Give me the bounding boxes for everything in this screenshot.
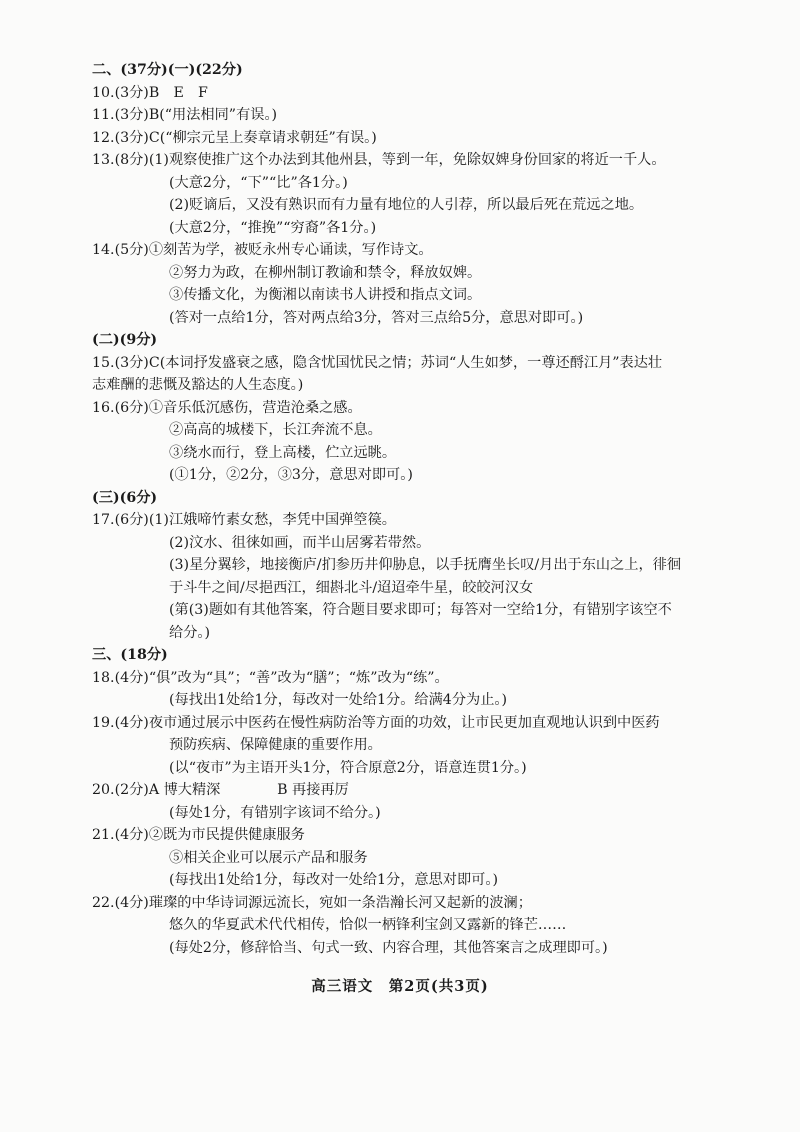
answer-line: (每找出1处给1分，每改对一处给1分。给满4分为止。) — [169, 692, 508, 708]
answer-line: (①1分，②2分，③3分，意思对即可。) — [169, 467, 413, 483]
answer-line: (2)汶水、徂徕如画，而半山居雾若带然。 — [169, 534, 431, 551]
section-heading: (二)(9分) — [92, 332, 158, 348]
answer-line: 14.(5分)①刻苦为学，被贬永州专心诵读，写作诗文。 — [92, 242, 433, 258]
answer-line: ⑤相关企业可以展示产品和服务 — [169, 849, 368, 866]
answer-line: ③绕水而行，登上高楼，伫立远眺。 — [169, 444, 397, 461]
answer-line: 19.(4分)夜市通过展示中医药在慢性病防治等方面的功效，让市民更加直观地认识到中医药 — [92, 714, 660, 731]
answer-line: 13.(8分)(1)观察使推广这个办法到其他州县，等到一年，免除奴婢身份回家的将近一千人。 — [92, 152, 666, 168]
answer-line: 20.(2分)A 博大精深 B 再接再厉 — [92, 782, 349, 798]
answer-line: ②努力为政，在柳州制订教谕和禁令，释放奴婢。 — [169, 264, 482, 281]
page-footer: 高三语文 第2页(共3页) — [311, 978, 489, 995]
answer-line: 志难酬的悲慨及豁达的人生态度。) — [92, 377, 304, 393]
answer-line: (大意2分，“下”“比”各1分。) — [169, 174, 348, 191]
section-heading: 三、(18分) — [92, 647, 168, 663]
answer-line: 18.(4分)“俱”改为“具”；“善”改为“膳”；“炼”改为“练”。 — [92, 669, 449, 686]
answer-line: 11.(3分)B(“用法相同”有误。) — [92, 107, 278, 123]
section-heading: 二、(37分)(一)(22分) — [92, 62, 243, 78]
section-heading: (三)(6分) — [92, 489, 158, 506]
answer-line: (第(3)题如有其他答案，符合题目要求即可；每答对一空给1分，有错别字该空不 — [169, 602, 672, 618]
answer-line: (每找出1处给1分，每改对一处给1分，意思对即可。) — [169, 872, 498, 888]
answer-line: 12.(3分)C(“柳宗元呈上奏章请求朝廷”有误。) — [92, 129, 377, 146]
answer-line: (每处1分，有错别字该词不给分。) — [169, 804, 381, 821]
answer-line: 15.(3分)C(本词抒发盛衰之感，隐含忧国忧民之情；苏词“人生如梦，一尊还酹江月”表达壮 — [92, 354, 663, 371]
answer-line: (大意2分，“推挽”“穷裔”各1分。) — [169, 219, 377, 236]
answer-line: 16.(6分)①音乐低沉感伤，营造沧桑之感。 — [92, 399, 362, 416]
answer-line: (3)星分翼轸，地接衡庐/扪参历井仰胁息，以手抚膺坐长叹/月出于东山之上，徘徊 — [169, 557, 682, 573]
answer-content — [92, 59, 732, 959]
answer-line: ②高高的城楼下，长江奔流不息。 — [169, 422, 382, 438]
answer-line: 预防疾病、保障健康的重要作用。 — [169, 737, 382, 753]
answer-line: 21.(4分)②既为市民提供健康服务 — [92, 827, 305, 843]
answer-line: ③传播文化，为衡湘以南读书人讲授和指点文词。 — [169, 287, 482, 303]
answer-line: 22.(4分)璀璨的中华诗词源远流长，宛如一条浩瀚长河又起新的波澜； — [92, 894, 532, 911]
answer-line: (2)贬谪后，又没有熟识而有力量有地位的人引荐，所以最后死在荒远之地。 — [169, 197, 644, 213]
answer-line: (每处2分，修辞恰当、句式一致、内容合理，其他答案言之成理即可。) — [169, 939, 608, 956]
answer-line: (以“夜市”为主语开头1分，符合原意2分，语意连贯1分。) — [169, 759, 527, 776]
answer-line: 10.(3分)B E F — [92, 84, 208, 101]
answer-line: 于斗牛之间/尽挹西江，细斟北斗/迢迢牵牛星，皎皎河汉女 — [169, 579, 534, 596]
answer-line: 悠久的华夏武术代代相传，恰似一柄锋利宝剑又露新的锋芒…… — [169, 917, 567, 933]
answer-line: 给分。) — [169, 624, 210, 641]
answer-line: (答对一点给1分，答对两点给3分，答对三点给5分，意思对即可。) — [169, 309, 584, 326]
answer-line: 17.(6分)(1)江娥啼竹素女愁，李凭中国弹箜篌。 — [92, 512, 396, 528]
